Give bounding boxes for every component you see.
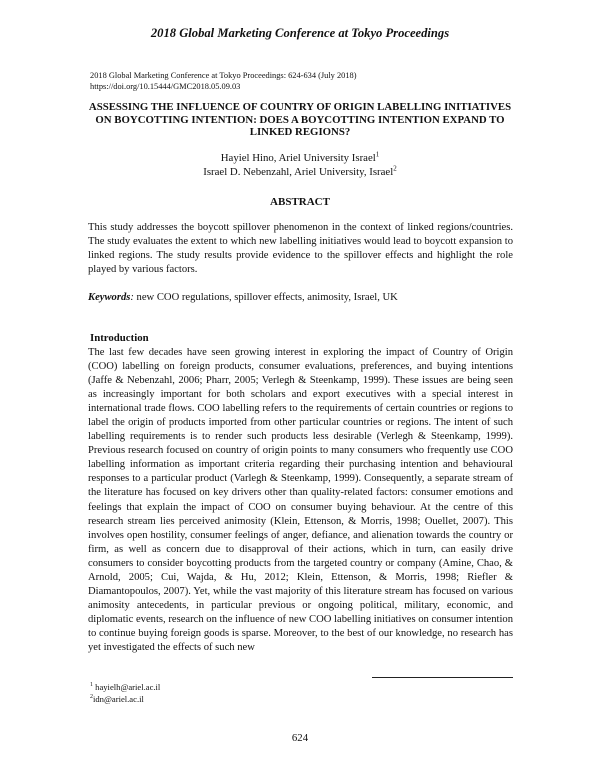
footnote <box>90 694 160 706</box>
author-name: Israel D. Nebenzahl, Ariel University, Israel <box>203 166 394 178</box>
footnote-mark: 2 <box>90 693 93 700</box>
citation-block <box>90 70 520 92</box>
footnote-mark: 2 <box>393 164 397 173</box>
author-line <box>88 165 512 179</box>
section-heading-introduction: Introduction <box>90 332 149 344</box>
paper-title: ASSESSING THE INFLUENCE OF COUNTRY OF ORIGIN LABELLING INITIATIVES ON BOYCOTTING INTENTION: DOES A BOYCOTTING INTENTION EXPAND TO LINKED REGIONS? <box>88 101 512 138</box>
keywords-text: new COO regulations, spillover effects, animosity, Israel, UK <box>133 292 398 303</box>
abstract-text: This study addresses the boycott spillover phenomenon in the context of linked regions/countries. The study evaluates the extent to which new labelling initiatives would lead to boycott expansion to linked regions. The study results provide evidence to the spillover effects and highlight the role played by various factors. <box>88 222 513 275</box>
keywords-label: Keywords <box>88 292 131 303</box>
footnote-email: idn@ariel.ac.il <box>93 693 144 704</box>
keywords-line <box>88 291 513 304</box>
abstract-heading: ABSTRACT <box>270 196 330 208</box>
footnote-divider <box>372 677 513 678</box>
keywords-separator: : <box>130 292 134 303</box>
introduction-text: The last few decades have seen growing interest in exploring the impact of Country of Origin (COO) labelling on foreign products, consumer evaluations, preferences, and buying intentions (Jaffe & Nebenzahl, 2006; Pharr, 2005; Verlegh & Steenkamp, 1999). These issues are being seen as increasingly important for both scholars and export executives with a special interest in international trade flows. COO labelling refers to the requirements of certain countries or regions to label the origin of products imported from other particular countries or regions. The intent of such labelling requirements is to render such products less desirable (Verlegh & Steenkamp, 1999). Previous research focused on country of origin points to many consumers who frequently use COO labelling information as important criteria regarding their purchasing intention and behavioural responses to a particular product (Varlegh & Steenkamp, 1999). Consequently, a separate stream of the literature has focused on key drivers other than quality-related factors: consumer emotions and feelings that explain the impact of COO on consumer buying behaviour. At the centre of this research stream lies perceived animosity (Klein, Ettenson, & Morris, 1998; Ouellet, 2007). This involves open hostility, consumer feelings of anger, defiance, and alienation towards the country or firm, as well as concern due to disapproval of their actions, which in turn, can easily drive consumers to consider boycotting products from the targeted country or company (Amine, Chao, & Arnold, 2005; Cui, Wajda, & Hu, 2012; Klein, Ettenson, & Morris, 1998; Riefler & Diamantopoulos, 2007). Yet, while the vast majority of this literature stream has focused on various animosity antecedents, in particular previous or ongoing political, military, economic, and diplomatic events, research on the influence of new COO labelling initiatives on consumer intention to continue buying foreign goods is sparse. Moreover, to the best of our knowledge, no research has yet investigated the effects of such new <box>88 347 513 653</box>
footnote-mark: 1 <box>90 682 93 689</box>
footnote <box>90 682 160 694</box>
citation-line: 2018 Global Marketing Conference at Tokyo Proceedings: 624-634 (July 2018) <box>90 71 357 80</box>
author-name: Hayiel Hino, Ariel University Israel <box>220 152 376 164</box>
page-number: 624 <box>291 732 309 744</box>
authors-block <box>88 151 512 179</box>
doi-line: https://doi.org/10.15444/GMC2018.05.09.03 <box>90 82 241 91</box>
running-head: 2018 Global Marketing Conference at Tokyo Proceedings <box>150 26 450 40</box>
footnote-mark: 1 <box>375 150 380 159</box>
footnote-email: hayielh@ariel.ac.il <box>93 682 161 692</box>
footnotes-block <box>90 682 160 705</box>
author-line <box>88 151 512 165</box>
